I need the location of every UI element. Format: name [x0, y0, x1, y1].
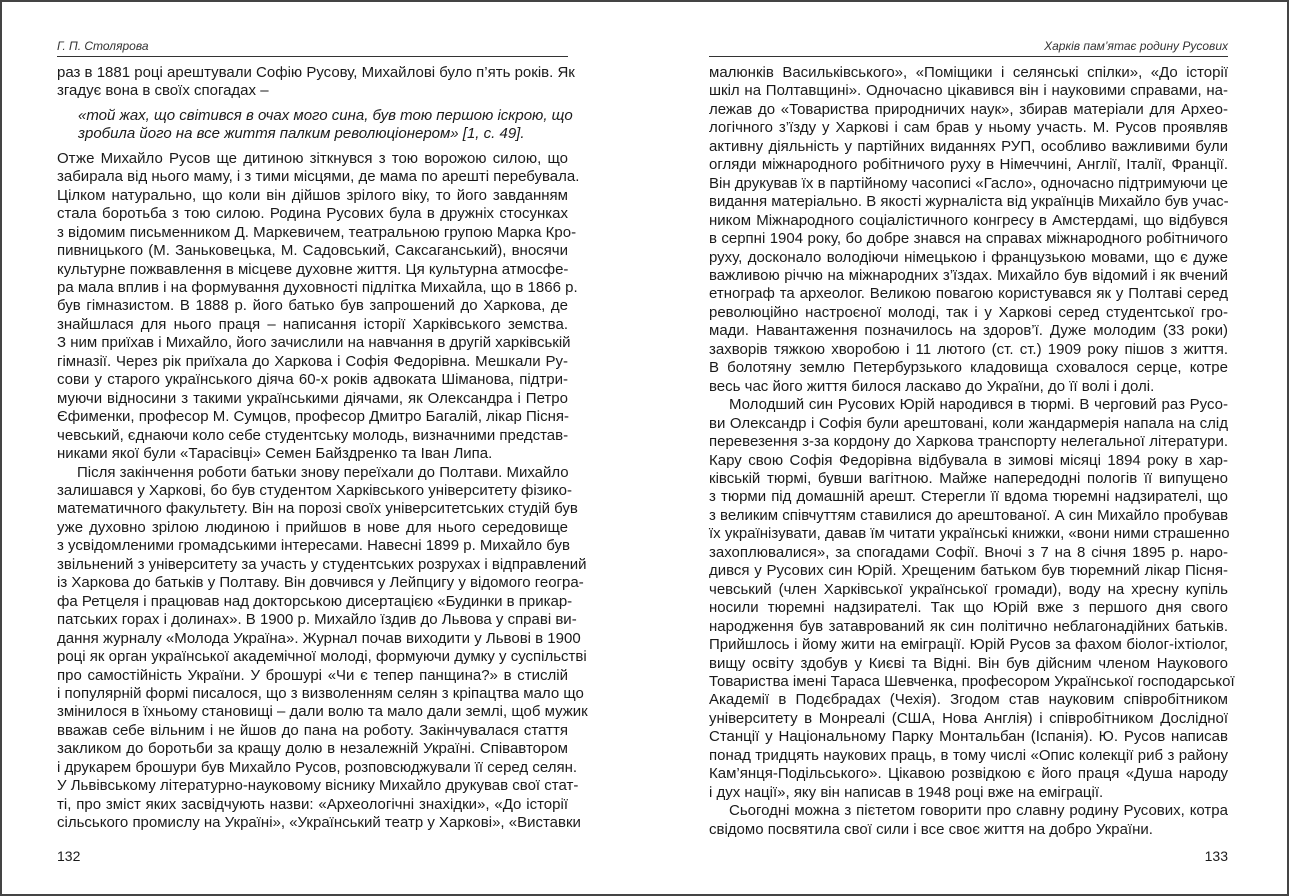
text-line: ті, про зміст яких засвідчують назви: «Археологічні знахідки», «До історії — [57, 795, 568, 813]
page-number: 133 — [1204, 848, 1228, 864]
text-line: знайшлася для нього праця – написання історії Харківського земства. — [57, 315, 568, 333]
text-line: і друкарем брошури був Михайло Русов, розповсюджували її серед селян. — [57, 758, 578, 776]
running-head-title: Харків пам’ятає родину Русових — [709, 39, 1228, 57]
text-line: сільського промислу на Україні», «Український театр у Харкові», «Виставки — [57, 814, 581, 832]
text-line: Отже Михайло Русов ще дитиною зіткнувся з тою ворожою силою, що — [57, 149, 568, 167]
right-page — [709, 0, 1235, 896]
text-line: перевезення з-за кордону до Харкова транспорту нелегальної літератури. — [709, 433, 1228, 451]
text-line: малюнків Васильківського», «Поміщики і селянські спілки», «До історії — [709, 64, 1228, 81]
text-line: понад тридцять наукових праць, в тому числі «Опис колекції риб з району — [709, 746, 1228, 764]
text-line: уже духовно зрілою людиною і прийшов в нове для нього середовище — [57, 518, 568, 536]
text-line: чевський (член Харківської української громади), воду на хресну купіль — [709, 580, 1228, 598]
text-line: змінилося в їхньому становищі – дали волю та мало дали землі, щоб мужик — [57, 703, 588, 721]
text-line: носили тюремні надзирателі. Так що Юрій вже з першого дня свого — [709, 599, 1228, 617]
text-line: гімназії. Через рік приїхала до Харкова і Софія Федорівна. Мешкали Ру- — [57, 352, 568, 370]
text-line: пивницького (М. Заньковецька, М. Садовський, Саксаганський), вносячи — [57, 242, 568, 260]
paragraph — [57, 64, 575, 101]
text-line: лежав до «Товариства природничих наук», збирав матеріали для Архео- — [709, 100, 1228, 118]
text-line: про самостійність України. У брошурі «Чи є тепер панщина?» в стислій — [57, 666, 568, 684]
text-line: і дух нації», яку він написав в 1948 році вже на еміграції. — [709, 783, 1104, 801]
paragraph — [709, 396, 1235, 802]
paragraph — [57, 149, 580, 464]
text-line: вищу освіту здобув у Києві та Відні. Він був дійсним членом Наукового — [709, 654, 1228, 672]
text-line: Станції у Національному Парку Монтальбан (Іспанія). Ю. Русов написав — [709, 728, 1228, 746]
text-line: році як орган української академічної молоді, формуючи думку у суспільстві — [57, 648, 587, 666]
left-page-body — [57, 64, 588, 833]
text-line: культурне пожвавлення в місцеве духовне життя. Ця культурна атмосфе- — [57, 260, 569, 278]
text-line: в серпні 1904 року, бо добре знався на справах міжнародного робітничого — [709, 230, 1228, 248]
text-line: з тюрми під домашній арешт. Стерегли її вдома тюремні надзирателі, що — [709, 488, 1228, 506]
text-line: Цілком натурально, що коли він дійшов зрілого віку, то його завданням — [57, 186, 568, 204]
paragraph — [709, 64, 1228, 396]
text-line: зробила його на все життя палким революціонером» [1, с. 49]. — [78, 125, 525, 143]
text-line: захворів тяжкою хворобою і 11 лютого (ст. ст.) 1909 року пішов з життя. — [709, 340, 1228, 358]
text-line: Він друкував їх в партійному часописі «Гасло», одночасно підтримуючи це — [709, 174, 1228, 192]
text-line: огляди міжнародного робітничого руху в Німеччині, Англії, Італії, Франції. — [709, 156, 1228, 174]
text-line: З ним приїхав і Михайло, його зачислили на навчання в другій харківській — [57, 334, 571, 352]
text-line: раз в 1881 році арештували Софію Русову, Михайлові було п’ять років. Як — [57, 64, 575, 81]
text-line: шкіл на Полтавщині». Одночасно цікавився він і науковими справами, на- — [709, 82, 1228, 100]
text-line: з великим співчуттям ставилися до арештованої. А син Михайло пробував — [709, 506, 1229, 524]
block-quote — [57, 106, 573, 144]
text-line: Молодший син Русових Юрій народився в тюрмі. В черговий раз Русо- — [729, 396, 1228, 414]
text-line: ви Олександр і Софія були арештовані, коли жандармерія напала на слід — [709, 414, 1228, 432]
text-line: руху, досконало володіючи німецькою і французькою мовами, що є дуже — [709, 248, 1228, 266]
text-line: чевський, єднаючи коло себе студентську молодь, визначними представ- — [57, 426, 569, 444]
left-page — [57, 0, 588, 896]
text-line: з відомим письменником Д. Маркевичем, театральною групою Марка Кро- — [57, 223, 577, 241]
text-line: свідомо посвятила свої сили і все своє життя на добро України. — [709, 820, 1153, 838]
text-line: дився у Русових син Юрій. Хрещеним батьком був тюремний лікар Пісня- — [709, 562, 1228, 580]
text-line: революційно настроєної молоді, так і у Харкові серед студентської гро- — [709, 303, 1228, 321]
text-line: був гімназистом. В 1888 р. його батько був запрошений до Харкова, де — [57, 297, 568, 315]
text-line: Прийшлось і йому жити на еміграції. Юрій Русов за фахом біолог-іхтіолог, — [709, 636, 1228, 654]
text-line: фа Ретцеля і працював над докторською дисертацією «Будинки в прикар- — [57, 592, 573, 610]
text-line: звільнений з університету за участь у студентських розрухах і відправлений — [57, 555, 587, 573]
text-line: активну діяльність у партійних виданнях РУП, особливо важливими були — [709, 137, 1228, 155]
text-line: ра мала вплив і на формування духовності підлітка Михайла, що в 1866 р. — [57, 278, 578, 296]
text-line: ківській тюрмі, бувши вагітною. Майже напередодні пологів її випущено — [709, 469, 1228, 487]
text-line: залишався у Харкові, бо був студентом Харківського університету фізико- — [57, 481, 572, 499]
text-line: етнограф та археолог. Великою повагою користувався як у Полтаві серед — [709, 285, 1228, 303]
text-line: із Харкова до батьків у Полтаву. Він довчився у Лейпцигу у відомого геогра- — [57, 574, 584, 592]
text-line: Товариства імені Тараса Шевченка, професором Української господарської — [709, 672, 1235, 690]
text-line: Сьогодні можна з пієтетом говорити про славну родину Русових, котра — [729, 802, 1228, 820]
text-line: забирала від нього маму, і з тими місцями, де мама по арешті перебувала. — [57, 168, 580, 186]
text-line: важливою річчю на міжнародних з’їздах. Михайло був відомий і як вчений — [709, 266, 1228, 284]
text-line: їх українізувати, давав їм читати українські книжки, «вони ними страшенно — [709, 525, 1230, 543]
right-page-body — [709, 64, 1235, 839]
text-line: В болотяну землю Петербурзького кладовища сховалося серце, котре — [709, 359, 1228, 377]
paragraph — [709, 802, 1228, 839]
text-line: ником Міжнародного соціалістичного конгресу в Амстердамі, що відбувся — [709, 211, 1228, 229]
text-line: народження був затаврований як син політично неблагонадійних батьків. — [709, 617, 1228, 635]
text-line: сови у старого українського діяча 60-х років адвоката Шіманова, підтри- — [57, 371, 568, 389]
text-line: Кару свою Софія Федорівна відбувала в зимові місяці 1894 року в хар- — [709, 451, 1228, 469]
text-line: Після закінчення роботи батьки знову переїхали до Полтави. Михайло — [77, 463, 569, 481]
text-line: патських горах і долинах». В 1900 р. Михайло їздив до Львова у справі ви- — [57, 611, 577, 629]
text-line: логічного з’їзду у Харкові і сам брав у ньому участь. М. Русов проявляв — [709, 119, 1228, 137]
text-line: університету в Монреалі (США, Нова Англія) і співробітником Дослідної — [709, 709, 1228, 727]
page-number: 132 — [57, 848, 81, 864]
text-line: видання матеріально. В якості журналіста від українців Михайло був учас- — [709, 193, 1229, 211]
text-line: закликом до боротьби за кращу долю в незалежній Україні. Співавтором — [57, 740, 568, 758]
running-head-author: Г. П. Столярова — [57, 39, 568, 57]
text-line: з усвідомленими громадськими інтересами. Навесні 1899 р. Михайло був — [57, 537, 570, 555]
text-line: муючи відносини з такими українськими діячами, як Олександра і Петро — [57, 389, 568, 407]
text-line: математичного факультету. Він на порозі своїх університетських студій був — [57, 500, 578, 518]
text-line: весь час його життя билося ласкаво до України, до її волі і долі. — [709, 377, 1155, 395]
text-line: дання журналу «Молода Україна». Журнал почав виходити у Львові в 1900 — [57, 629, 581, 647]
text-line: никами якої були «Тарасівці» Семен Байздренко та Іван Липа. — [57, 445, 493, 463]
text-line: вважав себе вільним і не йшов до пана на роботу. Закінчувалася стаття — [57, 721, 568, 739]
text-line: «той жах, що світився в очах мого сина, був тою першою іскрою, що — [78, 106, 573, 124]
text-line: захоплювалися», за спогадами Софії. Вночі з 7 на 8 січня 1895 р. наро- — [709, 543, 1228, 561]
text-line: і популярній формі писалося, що з визволенням селян з кріпацтва мало що — [57, 684, 584, 702]
text-line: У Львівському літературно-науковому віснику Михайло друкував свої стат- — [57, 777, 579, 795]
text-line: Єфименки, професор М. Сумцов, професор Дмитро Багалій, лікар Пісня- — [57, 408, 569, 426]
text-line: Кам’янця-Подільського». Цікавою розвідкою є його праця «Душа народу — [709, 765, 1228, 783]
text-line: мади. Навантаження позначилось на здоров’ї. Дуже молодим (33 роки) — [709, 322, 1228, 340]
paragraph — [57, 463, 588, 833]
text-line: Академії в Подєбрадах (Чехія). Згодом став науковим співробітником — [709, 691, 1228, 709]
text-line: стала боротьба з тою силою. Родина Русових була в дружніх стосунках — [57, 205, 568, 223]
text-line: згадує вона в своїх спогадах – — [57, 82, 269, 100]
